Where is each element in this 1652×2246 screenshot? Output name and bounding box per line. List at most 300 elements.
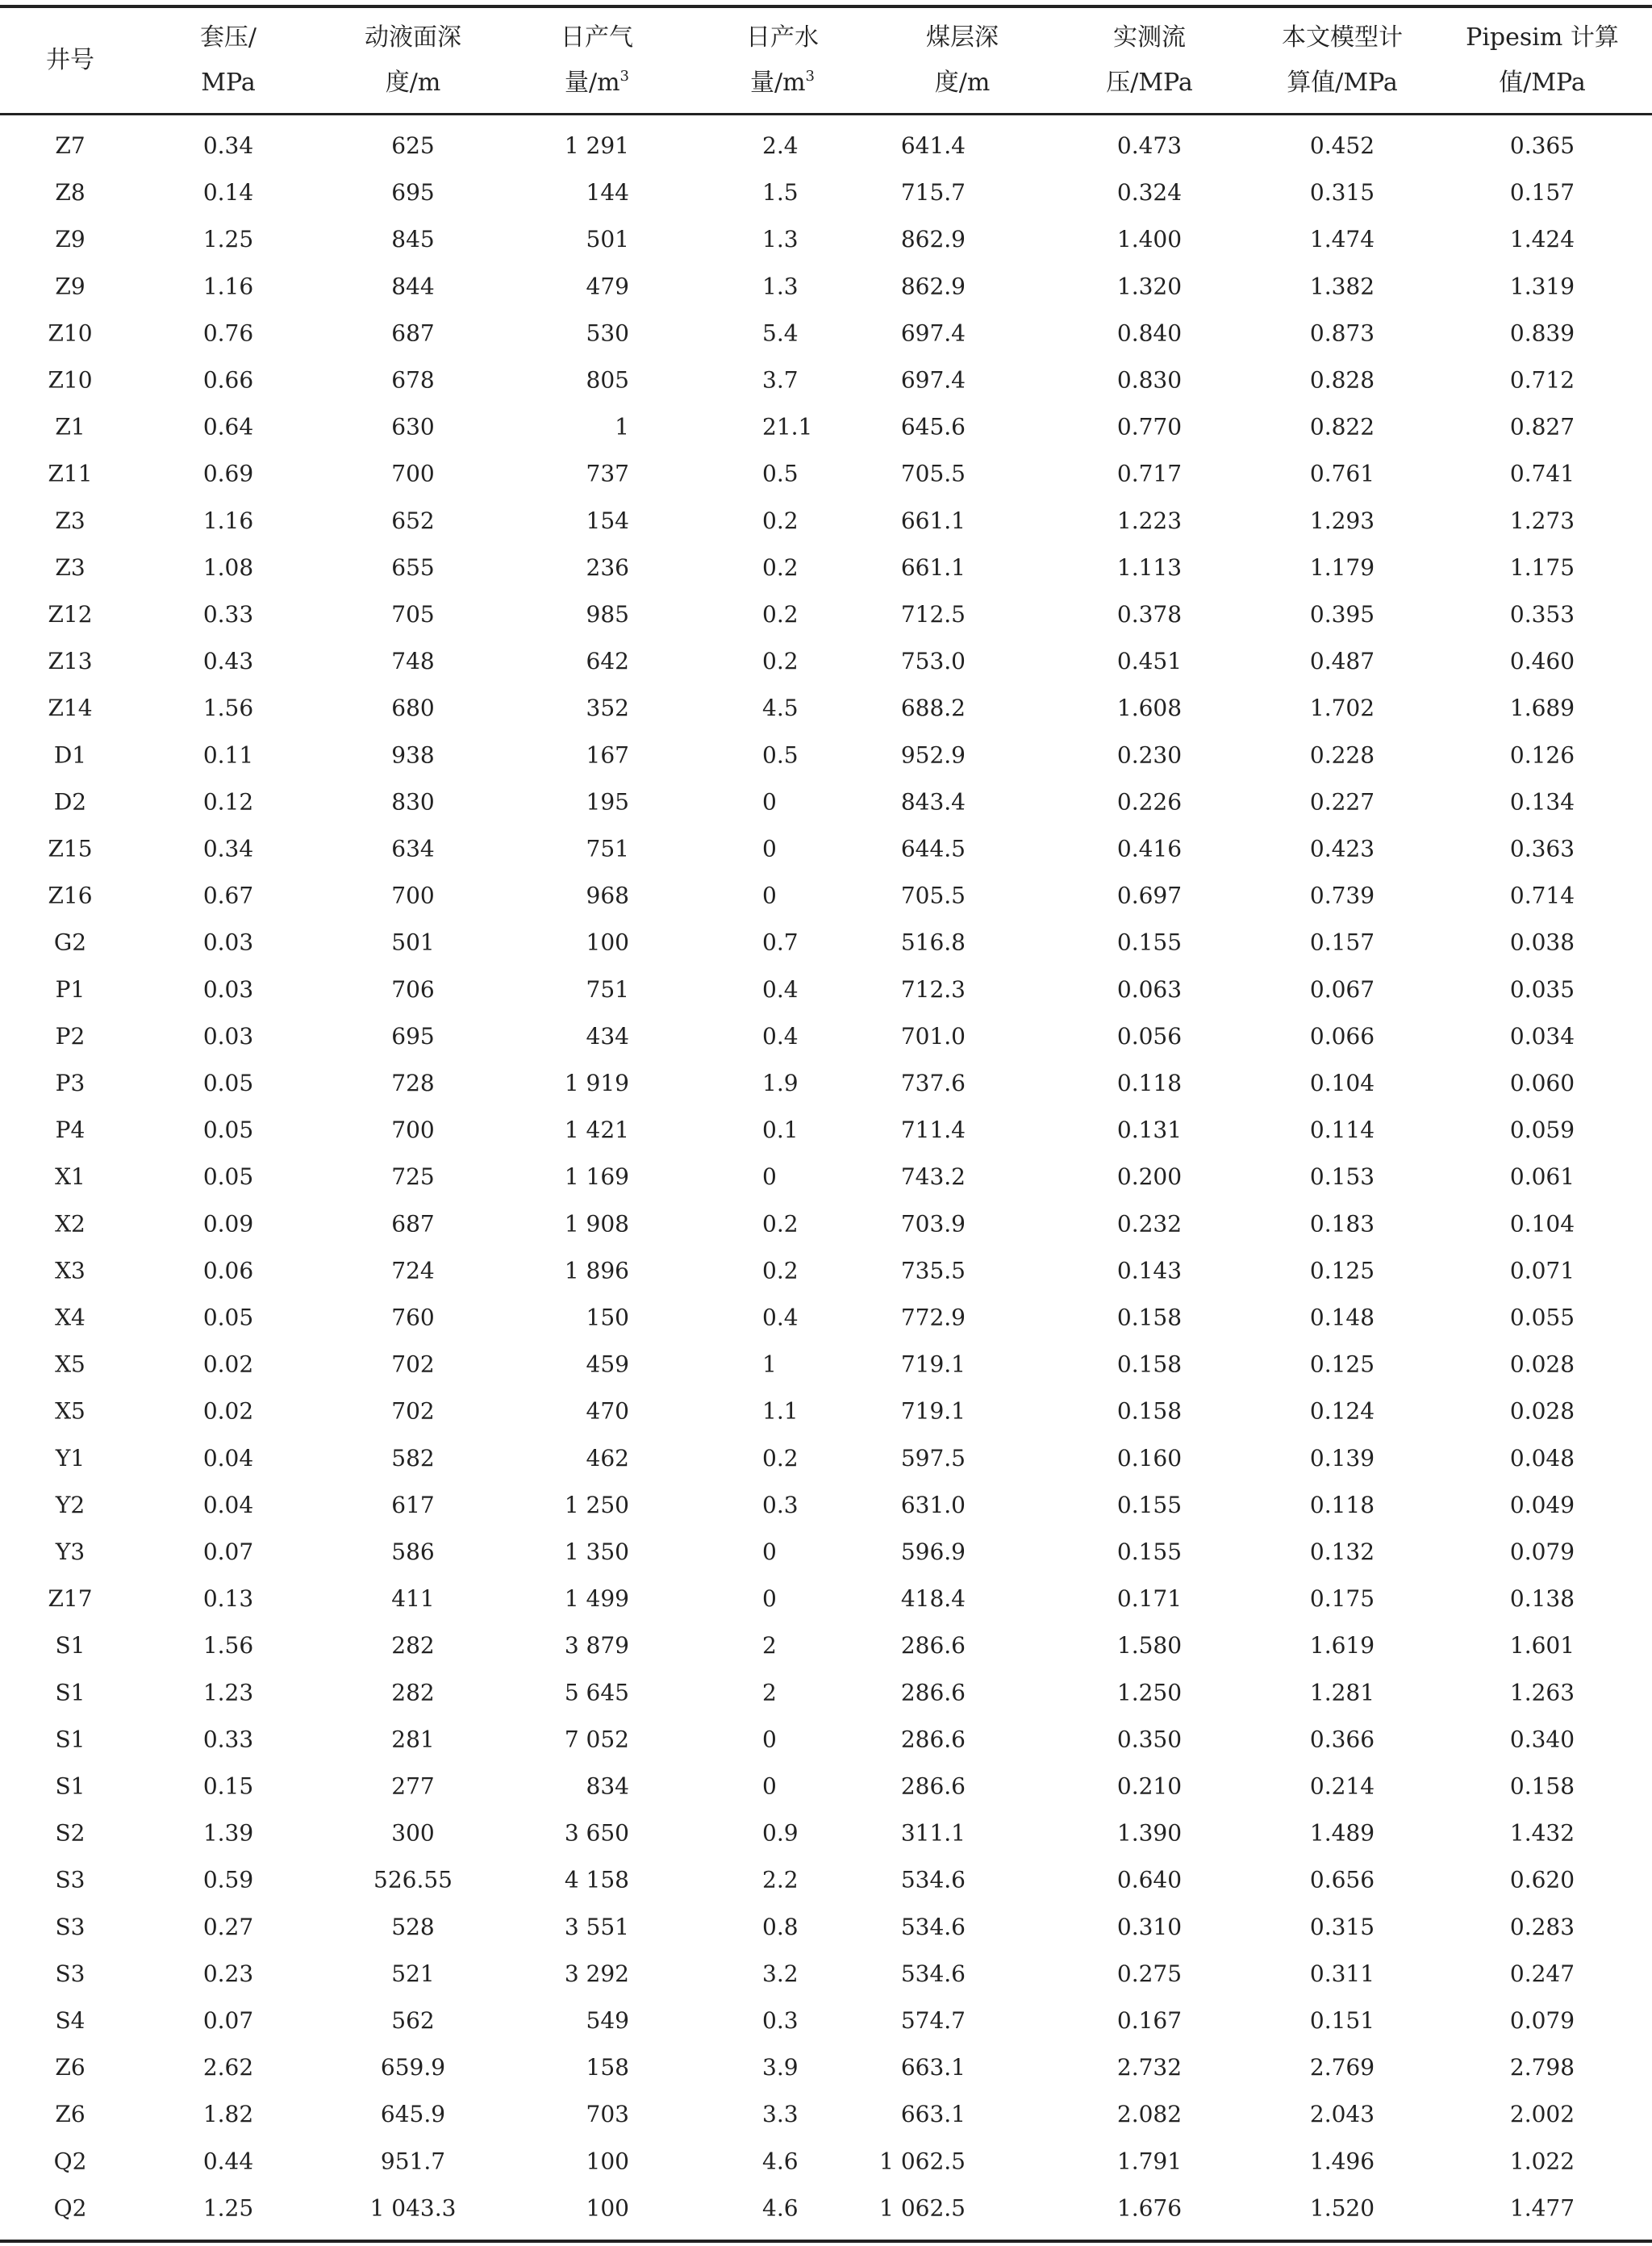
table-cell: 0.11 xyxy=(202,741,254,769)
table-cell: 0.048 xyxy=(1509,1444,1575,1472)
table-cell: 0.247 xyxy=(1509,1960,1575,1987)
table-cell: 0.04 xyxy=(202,1491,254,1518)
table-cell: 0.059 xyxy=(1509,1117,1575,1144)
table-cell: 1.293 xyxy=(1309,507,1375,534)
table-cell: 702 xyxy=(391,1397,435,1425)
table-cell: 2.082 xyxy=(1116,2101,1183,2128)
table-cell: 0.02 xyxy=(202,1351,254,1378)
table-cell: 845 xyxy=(391,226,435,253)
column-header-unit: 度/m xyxy=(934,69,991,97)
table-cell: 700 xyxy=(391,882,435,909)
table-cell: 1.319 xyxy=(1509,273,1575,300)
table-cell: 0.5 xyxy=(762,460,799,487)
table-cell: 144 xyxy=(586,179,629,207)
table-cell: 0.158 xyxy=(1116,1351,1183,1378)
table-cell: 167 xyxy=(586,741,629,769)
table-cell: 0.138 xyxy=(1509,1585,1575,1613)
table-cell: 0.167 xyxy=(1116,2007,1183,2034)
table-cell: 1.263 xyxy=(1509,1679,1575,1706)
table-cell: 968 xyxy=(586,882,629,909)
table-cell: 700 xyxy=(391,460,435,487)
table-cell: 2.769 xyxy=(1309,2054,1375,2081)
table-cell: 0.43 xyxy=(202,648,254,675)
column-header-line2 xyxy=(386,69,441,97)
table-cell: 0.839 xyxy=(1509,319,1575,347)
table-cell: 1.3 xyxy=(762,226,799,253)
table-cell: Z6 xyxy=(55,2054,86,2081)
table-cell: 1 xyxy=(762,1351,777,1378)
table-cell: 705.5 xyxy=(900,882,966,909)
table-cell: 712.3 xyxy=(900,975,966,1003)
table-cell: 195 xyxy=(586,788,629,816)
table-cell: 634 xyxy=(391,835,435,862)
column-header-line2 xyxy=(201,69,256,97)
table-cell: 0 xyxy=(762,1585,777,1613)
table-cell: 0.063 xyxy=(1116,975,1183,1003)
table-cell: 753.0 xyxy=(900,648,966,675)
table-cell: 0.34 xyxy=(202,835,254,862)
table-cell: 501 xyxy=(391,929,435,956)
table-cell: 706 xyxy=(391,975,435,1003)
table-cell: 1.273 xyxy=(1509,507,1575,534)
table-cell: 1.791 xyxy=(1116,2148,1183,2175)
table-cell: 0.33 xyxy=(202,601,254,628)
table-cell: 1 062.5 xyxy=(879,2148,966,2175)
table-cell: 641.4 xyxy=(900,132,966,159)
table-cell: 0.104 xyxy=(1309,1070,1375,1096)
table-cell: S3 xyxy=(55,1913,86,1940)
table-cell: 0.640 xyxy=(1116,1866,1183,1893)
table-cell: 3 650 xyxy=(564,1819,629,1847)
table-cell: 1.702 xyxy=(1309,695,1375,722)
table-cell: 701.0 xyxy=(900,1022,966,1050)
table-cell: Z12 xyxy=(48,601,93,628)
table-cell: 459 xyxy=(586,1351,629,1378)
table-cell: D2 xyxy=(53,788,87,816)
table-cell: 1.477 xyxy=(1509,2194,1575,2222)
table-cell: 0.487 xyxy=(1309,648,1375,675)
table-cell: 0.071 xyxy=(1509,1257,1575,1284)
table-cell: 1 291 xyxy=(564,132,629,159)
table-cell: 703 xyxy=(586,2101,629,2128)
column-header-line1: 实测流 xyxy=(1113,23,1186,52)
table-cell: 0.697 xyxy=(1116,882,1183,909)
table-cell: 0 xyxy=(762,1163,777,1191)
table-cell: 526.55 xyxy=(373,1866,453,1893)
table-cell: 2.4 xyxy=(762,132,799,159)
table-cell: 0.67 xyxy=(202,882,254,909)
table-cell: 985 xyxy=(586,601,629,628)
table-cell: 0.05 xyxy=(202,1304,254,1331)
column-header-unit: 压/MPa xyxy=(1106,69,1193,97)
table-cell: Z7 xyxy=(55,132,86,159)
column-header-line2 xyxy=(1287,69,1398,97)
table-cell: 501 xyxy=(586,226,629,253)
table-cell: 0.770 xyxy=(1116,413,1183,440)
table-cell: 3.7 xyxy=(762,366,799,394)
table-cell: 1.25 xyxy=(202,226,254,253)
table-cell: 0.366 xyxy=(1309,1726,1375,1753)
table-cell: 630 xyxy=(391,413,435,440)
table-cell: 0.27 xyxy=(202,1913,254,1940)
table-cell: 100 xyxy=(586,929,629,956)
table-cell: 516.8 xyxy=(900,929,966,956)
table-cell: 4.6 xyxy=(762,2194,799,2222)
column-header-line1: 动液面深 xyxy=(365,23,461,52)
table-cell: Z11 xyxy=(48,460,93,487)
table-cell: 805 xyxy=(586,366,629,394)
table-cell: 1.250 xyxy=(1116,1679,1183,1706)
table-cell: 3 292 xyxy=(564,1960,629,1987)
table-cell: Z8 xyxy=(55,179,86,207)
table-cell: 311.1 xyxy=(900,1819,966,1847)
table-cell: 0.3 xyxy=(762,2007,799,2034)
table-cell: 0.76 xyxy=(202,319,254,347)
table-cell: 642 xyxy=(586,648,629,675)
table-cell: 3 879 xyxy=(564,1632,629,1659)
table-cell: 0.827 xyxy=(1509,413,1575,440)
table-cell: Z3 xyxy=(55,507,86,534)
table-cell: 938 xyxy=(391,741,435,769)
table-cell: 1.25 xyxy=(202,2194,254,2222)
table-cell: 737.6 xyxy=(900,1070,966,1096)
table-cell: 0.34 xyxy=(202,132,254,159)
table-cell: 0.712 xyxy=(1509,366,1575,394)
table-cell: 286.6 xyxy=(900,1726,966,1753)
table-cell: 0.23 xyxy=(202,1960,254,1987)
table-cell: 0.9 xyxy=(762,1819,799,1847)
table-cell: 1.489 xyxy=(1309,1819,1375,1847)
table-cell: 0.153 xyxy=(1309,1163,1375,1191)
table-cell: 4.6 xyxy=(762,2148,799,2175)
table-cell: 1.496 xyxy=(1309,2148,1375,2175)
table-cell: Z17 xyxy=(48,1585,93,1613)
table-cell: 0.830 xyxy=(1116,366,1183,394)
table-cell: S1 xyxy=(55,1679,86,1706)
table-cell: 0.07 xyxy=(202,2007,254,2034)
table-cell: 1.608 xyxy=(1116,695,1183,722)
table-cell: 0.157 xyxy=(1509,179,1575,207)
column-header-line1: 煤层深 xyxy=(926,23,999,52)
table-cell: 0.171 xyxy=(1116,1585,1183,1613)
table-cell: 0.226 xyxy=(1116,788,1183,816)
table-cell: 0.620 xyxy=(1509,1866,1575,1893)
table-cell: 751 xyxy=(586,835,629,862)
table-cell: 0.4 xyxy=(762,1304,799,1331)
table-cell: 1.39 xyxy=(202,1819,254,1847)
table-cell: 1 350 xyxy=(564,1538,629,1565)
table-cell: Z3 xyxy=(55,553,86,581)
table-cell: 743.2 xyxy=(900,1163,966,1191)
table-cell: 7 052 xyxy=(564,1726,629,1753)
table-cell: 0.126 xyxy=(1509,741,1575,769)
table-cell: 549 xyxy=(586,2007,629,2034)
table-cell: 21.1 xyxy=(762,413,813,440)
table-cell: 534.6 xyxy=(900,1913,966,1940)
table-cell: 719.1 xyxy=(900,1351,966,1378)
table-cell: 0.155 xyxy=(1116,929,1183,956)
table-cell: Y3 xyxy=(55,1538,86,1565)
table-cell: 154 xyxy=(586,507,629,534)
table-cell: 277 xyxy=(391,1772,435,1800)
table-cell: 1.56 xyxy=(202,1632,254,1659)
table-cell: 0.3 xyxy=(762,1491,799,1518)
table-cell: 1.56 xyxy=(202,695,254,722)
table-cell: X4 xyxy=(55,1304,86,1331)
table-cell: 663.1 xyxy=(900,2101,966,2128)
table-cell: 0 xyxy=(762,788,777,816)
column-header-unit: 度/m xyxy=(385,69,441,97)
table-cell: 5.4 xyxy=(762,319,799,347)
table-cell: 150 xyxy=(586,1304,629,1331)
table-cell: 661.1 xyxy=(900,553,966,581)
table-cell: 286.6 xyxy=(900,1772,966,1800)
table-cell: 697.4 xyxy=(900,319,966,347)
column-header-line2 xyxy=(565,68,629,97)
table-cell: 0.2 xyxy=(762,1257,799,1284)
table-cell: 0.200 xyxy=(1116,1163,1183,1191)
table-cell: 725 xyxy=(391,1163,435,1191)
table-cell: 711.4 xyxy=(900,1117,966,1144)
table-cell: 0.066 xyxy=(1309,1022,1375,1050)
column-header-unit: 算值/MPa xyxy=(1287,69,1398,97)
column-header-unit: 值/MPa xyxy=(1499,69,1586,97)
table-cell: 0.118 xyxy=(1309,1491,1375,1518)
table-cell: 0.03 xyxy=(202,1022,254,1050)
table-cell: 760 xyxy=(391,1304,435,1331)
table-cell: S1 xyxy=(55,1726,86,1753)
table-cell: 0.158 xyxy=(1116,1397,1183,1425)
table-cell: 0.079 xyxy=(1509,2007,1575,2034)
table-cell: 0.4 xyxy=(762,1022,799,1050)
table-cell: 0.183 xyxy=(1309,1210,1375,1238)
table-cell: 0 xyxy=(762,1772,777,1800)
table-cell: 418.4 xyxy=(900,1585,966,1613)
table-cell: 1.390 xyxy=(1116,1819,1183,1847)
column-header-superscript: 3 xyxy=(620,68,630,85)
table-cell: 655 xyxy=(391,553,435,581)
table-cell: 0.2 xyxy=(762,648,799,675)
table-cell: 0.05 xyxy=(202,1070,254,1096)
column-header-unit: 量/m xyxy=(564,69,620,97)
table-cell: 1.223 xyxy=(1116,507,1183,534)
table-cell: 700 xyxy=(391,1117,435,1144)
table-cell: 0.315 xyxy=(1309,1913,1375,1940)
table-cell: 534.6 xyxy=(900,1866,966,1893)
table-cell: Z10 xyxy=(48,366,93,394)
table-cell: 697.4 xyxy=(900,366,966,394)
table-cell: 0.4 xyxy=(762,975,799,1003)
table-cell: 0.028 xyxy=(1509,1351,1575,1378)
table-cell: 0.2 xyxy=(762,507,799,534)
table-cell: 1.424 xyxy=(1509,226,1575,253)
table-cell: 1.5 xyxy=(762,179,799,207)
table-cell: 3.3 xyxy=(762,2101,799,2128)
table-cell: 862.9 xyxy=(900,226,966,253)
table-cell: S2 xyxy=(55,1819,86,1847)
table-cell: 661.1 xyxy=(900,507,966,534)
table-cell: 100 xyxy=(586,2194,629,2222)
table-cell: 586 xyxy=(391,1538,435,1565)
table-cell: 724 xyxy=(391,1257,435,1284)
table-cell: Z9 xyxy=(55,226,86,253)
table-cell: 737 xyxy=(586,460,629,487)
table-cell: 286.6 xyxy=(900,1679,966,1706)
table-cell: 0.14 xyxy=(202,179,254,207)
table-cell: 0 xyxy=(762,1726,777,1753)
table-cell: 703.9 xyxy=(900,1210,966,1238)
table-cell: 645.9 xyxy=(380,2101,446,2128)
table-cell: 1.474 xyxy=(1309,226,1375,253)
table-cell: 0.227 xyxy=(1309,788,1375,816)
table-cell: 528 xyxy=(391,1913,435,1940)
table-cell: 680 xyxy=(391,695,435,722)
table-cell: 0.139 xyxy=(1309,1444,1375,1472)
table-cell: 0.05 xyxy=(202,1117,254,1144)
table-cell: 952.9 xyxy=(900,741,966,769)
table-cell: 1 250 xyxy=(564,1491,629,1518)
table-cell: 830 xyxy=(391,788,435,816)
table-cell: 0.69 xyxy=(202,460,254,487)
table-cell: 0.340 xyxy=(1509,1726,1575,1753)
table-cell: 582 xyxy=(391,1444,435,1472)
table-cell: 719.1 xyxy=(900,1397,966,1425)
table-cell: 652 xyxy=(391,507,435,534)
table-cell: 862.9 xyxy=(900,273,966,300)
table-cell: 0.148 xyxy=(1309,1304,1375,1331)
table-cell: 1 896 xyxy=(564,1257,629,1284)
table-cell: 0.055 xyxy=(1509,1304,1575,1331)
table-cell: 0.232 xyxy=(1116,1210,1183,1238)
table-cell: 0.873 xyxy=(1309,319,1375,347)
table-cell: 0.473 xyxy=(1116,132,1183,159)
table-cell: 0.125 xyxy=(1309,1351,1375,1378)
table-cell: 0.5 xyxy=(762,741,799,769)
table-cell: 0.395 xyxy=(1309,601,1375,628)
table-cell: 0.118 xyxy=(1116,1070,1183,1096)
table-cell: G2 xyxy=(53,929,87,956)
table-cell: 1.022 xyxy=(1509,2148,1575,2175)
table-cell: 562 xyxy=(391,2007,435,2034)
table-cell: P1 xyxy=(55,975,86,1003)
table-cell: 0.12 xyxy=(202,788,254,816)
table-cell: 2.2 xyxy=(762,1866,799,1893)
table-cell: 0.175 xyxy=(1309,1585,1375,1613)
table-cell: 0.2 xyxy=(762,553,799,581)
table-cell: 5 645 xyxy=(564,1679,629,1706)
table-cell: 1 499 xyxy=(564,1585,629,1613)
table-cell: 1.382 xyxy=(1309,273,1375,300)
column-header-unit: MPa xyxy=(201,69,256,97)
table-cell: 1.432 xyxy=(1509,1819,1575,1847)
table-cell: 0.15 xyxy=(202,1772,254,1800)
table-cell: Y1 xyxy=(55,1444,86,1472)
table-cell: 0.038 xyxy=(1509,929,1575,956)
table-cell: 352 xyxy=(586,695,629,722)
table-cell: Z10 xyxy=(48,319,93,347)
table-cell: Z9 xyxy=(55,273,86,300)
table-cell: 0.2 xyxy=(762,1210,799,1238)
table-cell: 1.175 xyxy=(1509,553,1575,581)
table-cell: 844 xyxy=(391,273,435,300)
table-cell: 617 xyxy=(391,1491,435,1518)
table-cell: 0.2 xyxy=(762,1444,799,1472)
table-cell: 695 xyxy=(391,179,435,207)
table-cell: S1 xyxy=(55,1772,86,1800)
table-cell: 470 xyxy=(586,1397,629,1425)
table-cell: Z15 xyxy=(48,835,93,862)
table-cell: 0.378 xyxy=(1116,601,1183,628)
table-cell: 0.160 xyxy=(1116,1444,1183,1472)
table-cell: Z13 xyxy=(48,648,93,675)
column-header-line1: 本文模型计 xyxy=(1282,23,1403,52)
table-cell: 0.07 xyxy=(202,1538,254,1565)
table-cell: 0.049 xyxy=(1509,1491,1575,1518)
table-cell: 2 xyxy=(762,1679,777,1706)
table-cell: 0.283 xyxy=(1509,1913,1575,1940)
table-cell: 0.324 xyxy=(1116,179,1183,207)
table-cell: 1.520 xyxy=(1309,2194,1375,2222)
table-cell: 574.7 xyxy=(900,2007,966,2034)
table-cell: 0.59 xyxy=(202,1866,254,1893)
table-cell: 751 xyxy=(586,975,629,1003)
table-cell: Z1 xyxy=(55,413,86,440)
table-cell: 631.0 xyxy=(900,1491,966,1518)
table-cell: 0.717 xyxy=(1116,460,1183,487)
table-cell: 1.320 xyxy=(1116,273,1183,300)
table-cell: 0.1 xyxy=(762,1117,799,1144)
table-cell: 0.028 xyxy=(1509,1397,1575,1425)
table-cell: 0.06 xyxy=(202,1257,254,1284)
table-cell: 0.132 xyxy=(1309,1538,1375,1565)
table-cell: 0.451 xyxy=(1116,648,1183,675)
table-cell: S3 xyxy=(55,1960,86,1987)
table-cell: 0.056 xyxy=(1116,1022,1183,1050)
table-cell: 462 xyxy=(586,1444,629,1472)
table-cell: 0.060 xyxy=(1509,1070,1575,1096)
table-cell: 2 xyxy=(762,1632,777,1659)
table-cell: 0.061 xyxy=(1509,1163,1575,1191)
table-cell: 1 908 xyxy=(564,1210,629,1238)
table-cell: S4 xyxy=(55,2007,86,2034)
table-cell: 645.6 xyxy=(900,413,966,440)
table-cell: 0.66 xyxy=(202,366,254,394)
table-cell: 0.158 xyxy=(1116,1304,1183,1331)
table-cell: 0.2 xyxy=(762,601,799,628)
column-header-line2 xyxy=(1106,69,1193,97)
table-cell: 951.7 xyxy=(380,2148,446,2175)
table-cell: 1.3 xyxy=(762,273,799,300)
table-cell: 0.365 xyxy=(1509,132,1575,159)
table-cell: 1 043.3 xyxy=(369,2194,457,2222)
column-header: 井号 xyxy=(46,46,94,74)
table-cell: 1.676 xyxy=(1116,2194,1183,2222)
table-cell: 0.104 xyxy=(1509,1210,1575,1238)
table-cell: 0.114 xyxy=(1309,1117,1375,1144)
column-header-unit: 量/m xyxy=(749,69,806,97)
table-cell: 687 xyxy=(391,1210,435,1238)
table-cell: 2.62 xyxy=(202,2054,254,2081)
table-cell: 712.5 xyxy=(900,601,966,628)
table-cell: 2.798 xyxy=(1509,2054,1575,2081)
column-header-line2 xyxy=(750,68,815,97)
table-cell: 0.03 xyxy=(202,929,254,956)
table-cell: 1 919 xyxy=(564,1070,629,1096)
table-cell: 0 xyxy=(762,1538,777,1565)
table-cell: 0.034 xyxy=(1509,1022,1575,1050)
table-cell: 0.155 xyxy=(1116,1538,1183,1565)
table-cell: 0.822 xyxy=(1309,413,1375,440)
